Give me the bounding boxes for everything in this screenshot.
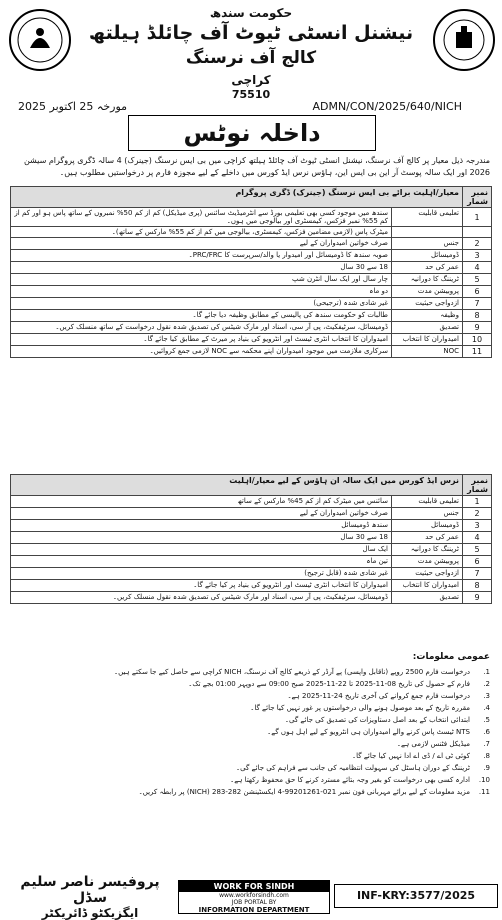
zip-code: 75510 [231, 88, 271, 101]
row-number: 10 [463, 334, 492, 346]
row-detail: چار سال اور ایک سال انٹرن شپ [11, 274, 392, 286]
row-detail: دو ماہ [11, 286, 392, 298]
table2-col-title: نرس ایڈ کورس میں ایک سالہ ان ہاؤس کے لیے معیار/اہلیت [11, 475, 463, 496]
table-row [11, 286, 492, 298]
row-detail: امیدواران کا انتخاب انٹری ٹیسٹ اور انٹرویو کی بنیاد پر کیا جائے گا۔ [11, 580, 392, 592]
row-criterion: جنس [392, 238, 463, 250]
row-number: 9 [463, 322, 492, 334]
row-detail: 18 سے 30 سال [11, 262, 392, 274]
list-item-text: ادارہ کسی بھی درخواست کو بغیر وجہ بتائے مسترد کرنے کا حق محفوظ رکھتا ہے۔ [230, 776, 470, 784]
list-item-text: ٹریننگ کے دوران ہاسٹل کی سہولت انتظامیہ کی جانب سے فراہم کی جائے گی۔ [236, 764, 470, 772]
list-item-text: فارم کے حصول کی تاریخ 08-11-2025 تا 22-11-2025 صبح 09:00 سے دوپہر 01:00 بجے تک۔ [188, 680, 470, 688]
row-detail: صرف خواتین امیدواران کے لیے [11, 238, 392, 250]
notice-title: داخلہ نوٹس [128, 115, 376, 151]
general-info-heading: عمومی معلومات: [412, 652, 490, 662]
row-number: 2 [463, 508, 492, 520]
table1-col-num: نمبر شمار [463, 187, 492, 208]
table-row [11, 508, 492, 520]
row-number: 7 [463, 298, 492, 310]
table-row [11, 580, 492, 592]
government-line: حکومت سندھ [209, 6, 293, 20]
table-row [11, 544, 492, 556]
list-item-number: 9. [483, 764, 490, 772]
row-detail: ڈومیسائل، سرٹیفکیٹ، پی آر سی، اسناد اور مارک شیٹس کی تصدیق شدہ نقول منسلک کریں۔ [11, 592, 392, 604]
row-criterion: پروبیشن مدت [392, 556, 463, 568]
list-item-text: کوئی ٹی اے / ڈی اے ادا نہیں کیا جائے گا۔ [352, 752, 470, 760]
table2-col-num: نمبر شمار [463, 475, 492, 496]
row-detail: سائنس میں میٹرک کم از کم 45% مارکس کے ساتھ [11, 496, 392, 508]
list-item [12, 726, 490, 738]
row-detail: غیر شادی شدہ (قابل ترجیح) [11, 568, 392, 580]
row-detail: ڈومیسائل، سرٹیفکیٹ، پی آر سی، اسناد اور مارک شیٹس کی تصدیق شدہ نقول درخواست کے ساتھ منسلک کریں۔ [11, 322, 392, 334]
table-row [11, 568, 492, 580]
row-detail: طالبات کو حکومت سندھ کی پالیسی کے مطابق وظیفہ دیا جائے گا۔ [11, 310, 392, 322]
list-item-text: میڈیکل فٹنس لازمی ہے۔ [396, 740, 470, 748]
table-row [11, 298, 492, 310]
row-criterion: تعلیمی قابلیت [392, 208, 463, 227]
table-row [11, 592, 492, 604]
row-number: 1 [463, 496, 492, 508]
row-detail: سندھ ڈومیسائل [11, 520, 392, 532]
row-criterion: ٹریننگ کا دورانیہ [392, 274, 463, 286]
bs-nursing-criteria-table [10, 186, 492, 358]
row-number: 6 [463, 286, 492, 298]
table-row [11, 346, 492, 358]
list-item-number: 1. [483, 668, 490, 676]
table-row [11, 238, 492, 250]
list-item [12, 786, 490, 798]
row-criterion [392, 227, 463, 238]
row-criterion: پروبیشن مدت [392, 286, 463, 298]
wfs-department: INFORMATION DEPARTMENT [198, 906, 310, 914]
row-number: 3 [463, 250, 492, 262]
wfs-title: WORK FOR SINDH [179, 881, 329, 892]
signatory-name: پروفیسر ناصر سلیم سڈل [20, 874, 160, 906]
list-item [12, 774, 490, 786]
table-row [11, 227, 492, 238]
list-item-number: 10. [478, 776, 490, 784]
list-item-number: 7. [483, 740, 490, 748]
list-item-text: ابتدائی انتخاب کے بعد اصل دستاویزات کی تصدیق کی جائے گی۔ [284, 716, 470, 724]
list-item-number: 2. [483, 680, 490, 688]
list-item-number: 5. [483, 716, 490, 724]
college-name: کالج آف نرسنگ [185, 48, 317, 68]
inf-number: INF-KRY:3577/2025 [334, 884, 498, 908]
row-detail: صرف خواتین امیدواران کے لیے [11, 508, 392, 520]
row-detail: سندھ میں موجود کسی بھی تعلیمی بورڈ سے انٹرمیڈیٹ سائنس (پری میڈیکل) کم از کم 50% نمبروں کے ساتھ پاس ہو اور کم از کم 55% نمبر فزکس، کیمسٹری اور بیالوجی میں ہوں۔ [11, 208, 392, 227]
signature-block [10, 874, 170, 920]
row-criterion: NOC [392, 346, 463, 358]
nurse-aid-criteria-table [10, 474, 492, 604]
row-criterion: تصدیق [392, 322, 463, 334]
row-number: 6 [463, 556, 492, 568]
work-for-sindh-box [178, 880, 330, 914]
row-criterion: عمر کی حد [392, 262, 463, 274]
notice-date: مورخہ 25 اکتوبر 2025 [18, 100, 128, 113]
list-item [12, 702, 490, 714]
table1-col-title: معیار/اہلیت برائے بی ایس نرسنگ (جینرک) ڈگری پروگرام [11, 187, 463, 208]
row-criterion: امیدواران کا انتخاب [392, 580, 463, 592]
row-detail: میٹرک پاس (لازمی مضامین فزکس، کیمسٹری، بیالوجی میں کم از کم 55% مارکس کے ساتھ)۔ [11, 227, 392, 238]
row-detail: صوبہ سندھ کا ڈومیسائل اور امیدوار یا والد/سرپرست کا PRC/FRC۔ [11, 250, 392, 262]
list-item-text: NTS ٹیسٹ پاس کرنے والے امیدواران ہی انٹرویو کے لیے اہل ہوں گے۔ [267, 728, 470, 736]
list-item-number: 11. [478, 788, 490, 796]
list-item [12, 750, 490, 762]
institute-name: نیشنل انسٹی ٹیوٹ آف چائلڈ ہیلتھ [88, 22, 414, 44]
wfs-mid: JOB PORTAL BY [231, 899, 277, 906]
row-number [463, 227, 492, 238]
row-number: 3 [463, 520, 492, 532]
row-number: 5 [463, 544, 492, 556]
reference-number: ADMN/CON/2025/640/NICH [312, 100, 462, 113]
row-number: 7 [463, 568, 492, 580]
intro-paragraph: مندرجہ ذیل معیار پر کالج آف نرسنگ، نیشنل انسٹی ٹیوٹ آف چائلڈ ہیلتھ کراچی میں بی ایس نرسنگ (جینرک) 4 سالہ ڈگری پروگرام سیشن 2026 اور ایک سالہ پوسٹ آر این بی ایس این، ہاؤس نرس ایڈ کورس میں داخلے کے لیے مجوزہ فارم پر درخواستیں مطلوب ہیں۔ [23, 156, 490, 177]
table-row [11, 334, 492, 346]
table-row [11, 556, 492, 568]
list-item-number: 3. [483, 692, 490, 700]
table-row [11, 208, 492, 227]
row-criterion: ڈومیسائل [392, 520, 463, 532]
city-line: کراچی [231, 73, 271, 87]
row-criterion: ٹریننگ کا دورانیہ [392, 544, 463, 556]
list-item [12, 690, 490, 702]
row-number: 4 [463, 532, 492, 544]
table-row [11, 322, 492, 334]
row-criterion: وظیفہ [392, 310, 463, 322]
row-criterion: امیدواران کا انتخاب [392, 334, 463, 346]
row-criterion: عمر کی حد [392, 532, 463, 544]
list-item [12, 738, 490, 750]
table-row [11, 250, 492, 262]
row-number: 9 [463, 592, 492, 604]
row-number: 8 [463, 310, 492, 322]
row-criterion: جنس [392, 508, 463, 520]
table-row [11, 532, 492, 544]
row-number: 1 [463, 208, 492, 227]
list-item-text: درخواست فارم 2500 روپے (ناقابل واپسی) پے آرڈر کے ذریعے کالج آف نرسنگ، NICH کراچی سے حاصل کیے جا سکتے ہیں۔ [114, 668, 470, 676]
table-row [11, 310, 492, 322]
notice-header [0, 0, 502, 120]
row-number: 2 [463, 238, 492, 250]
row-detail: سرکاری ملازمت میں موجود امیدواران اپنے محکمہ سے NOC لازمی جمع کروائیں۔ [11, 346, 392, 358]
list-item [12, 762, 490, 774]
row-criterion: تصدیق [392, 592, 463, 604]
row-detail: تین ماہ [11, 556, 392, 568]
table-row [11, 520, 492, 532]
table-row [11, 274, 492, 286]
row-criterion: ازدواجی حیثیت [392, 298, 463, 310]
row-criterion: تعلیمی قابلیت [392, 496, 463, 508]
table-row [11, 262, 492, 274]
row-detail: 18 سے 30 سال [11, 532, 392, 544]
list-item-text: مقررہ تاریخ کے بعد موصول ہونے والی درخواستوں پر غور نہیں کیا جائے گا۔ [250, 704, 470, 712]
row-criterion: ازدواجی حیثیت [392, 568, 463, 580]
list-item-number: 4. [483, 704, 490, 712]
row-detail: غیر شادی شدہ (ترجیحی) [11, 298, 392, 310]
row-criterion: ڈومیسائل [392, 250, 463, 262]
general-info-list [12, 666, 490, 798]
table-row [11, 496, 492, 508]
list-item-text: درخواست فارم جمع کروانے کی آخری تاریخ 24-11-2025 ہے۔ [287, 692, 470, 700]
signatory-title: ایگزیکٹو ڈائریکٹر [41, 906, 139, 920]
wfs-site: www.workforsindh.com [219, 892, 289, 899]
list-item [12, 678, 490, 690]
row-detail: ایک سال [11, 544, 392, 556]
list-item [12, 666, 490, 678]
college-of-nursing-logo [432, 8, 496, 72]
row-number: 11 [463, 346, 492, 358]
list-item-number: 6. [483, 728, 490, 736]
list-item [12, 714, 490, 726]
row-number: 5 [463, 274, 492, 286]
nich-logo [8, 8, 72, 72]
list-item-number: 8. [483, 752, 490, 760]
row-number: 8 [463, 580, 492, 592]
row-number: 4 [463, 262, 492, 274]
row-detail: امیدواران کا انتخاب انٹری ٹیسٹ اور انٹرویو کی بنیاد پر میرٹ کے مطابق کیا جائے گا۔ [11, 334, 392, 346]
list-item-text: مزید معلومات کے لیے برائے مہربانی فون نمبر 021-99201261-4 ایکسٹینشن 282-283 (NICH) پر رابطہ کریں۔ [138, 788, 470, 796]
